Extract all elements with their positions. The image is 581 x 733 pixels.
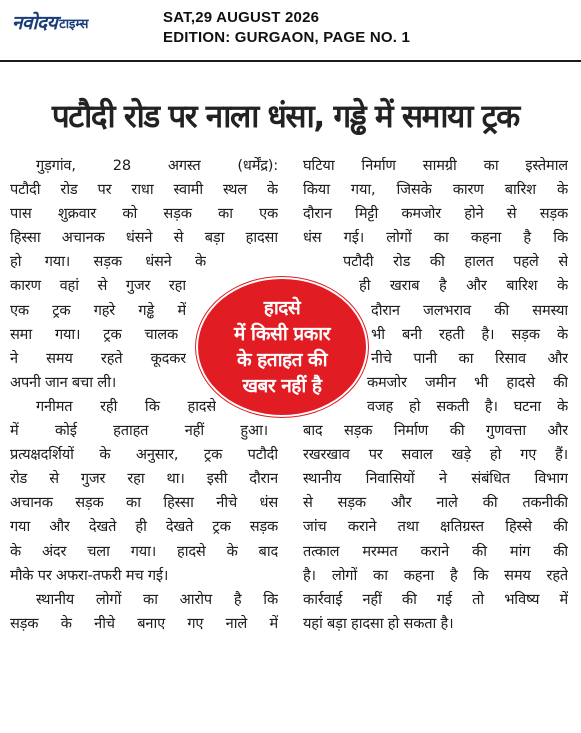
article-line: ही खराब है और बारिश के: [359, 277, 568, 295]
article-line: घटिया निर्माण सामग्री का इस्तेमाल: [303, 157, 568, 174]
masthead: [0, 0, 581, 62]
article-line: रखरखाव पर सवाल खड़े हो गए हैं।: [303, 446, 568, 464]
article-line: पटौदी रोड की हालत पहले से: [343, 253, 568, 271]
article-line: ने समय रहते कूदकर: [10, 349, 186, 367]
article-line: गुड़गांव, 28 अगस्त (धर्मेंद्र):: [36, 157, 278, 174]
callout-badge: [196, 277, 368, 417]
article-line: अचानक सड़क का हिस्सा नीचे धंस: [10, 494, 278, 512]
article-line: अपनी जान बचा ली।: [10, 373, 117, 391]
article-line: है। लोगों का कहना है कि समय रहते: [303, 566, 568, 584]
article-line: कार्रवाई नहीं की गई तो भविष्य में: [303, 590, 568, 608]
article-line: यहां बड़ा हादसा हो सकता है।: [303, 614, 454, 632]
edition-meta: [163, 8, 563, 48]
article-line: बाद सड़क निर्माण की गुणवत्ता और: [303, 422, 568, 440]
logo-sub-text: टाइम्स: [59, 17, 89, 32]
article-line: स्थानीय निवासियों ने संबंधित विभाग: [303, 470, 568, 488]
article-line: गनीमत रही कि हादसे: [36, 397, 216, 415]
article-line: जांच कराने तथा क्षतिग्रस्त हिस्से की: [303, 518, 568, 536]
article-line: समा गया। ट्रक चालक: [10, 325, 178, 343]
article-line: तत्काल मरम्मत कराने की मांग की: [303, 542, 568, 560]
callout-line: खबर नहीं है: [242, 375, 322, 397]
article-line: के अंदर चला गया। हादसे के बाद: [10, 542, 278, 560]
article-line: हो गया। सड़क धंसने के: [10, 253, 206, 271]
article-line: कमजोर जमीन भी हादसे की: [367, 373, 568, 391]
callout-line: हादसे: [263, 297, 301, 319]
article-line: हिस्सा अचानक धंसने से बड़ा हादसा: [10, 229, 278, 247]
article-line: सड़क के नीचे बनाए गए नाले में: [10, 614, 278, 632]
article-line: गया और देखते ही देखते ट्रक सड़क: [10, 518, 278, 536]
article-line: दौरान मिट्टी कमजोर होने से सड़क: [303, 205, 568, 223]
article-line: धंस गई। लोगों का कहना है कि: [303, 229, 568, 247]
article-line: में कोई हताहत नहीं हुआ।: [10, 422, 268, 440]
article-line: पटौदी रोड पर राधा स्वामी स्थल के: [10, 181, 278, 199]
article-line: किया गया, जिसके कारण बारिश के: [303, 181, 568, 199]
article-line: दौरान जलभराव की समस्या: [371, 301, 568, 319]
article-line: कारण वहां से गुजर रहा: [10, 277, 186, 295]
callout-line: के हताहत की: [236, 349, 328, 371]
logo-main-text: नवोदय: [12, 12, 58, 34]
article-line: मौके पर अफरा-तफरी मच गई।: [10, 566, 169, 584]
publication-date: SAT,29 AUGUST 2026: [163, 9, 320, 26]
article-line: रोड से गुजर रहा था। इसी दौरान: [10, 470, 278, 488]
article-line: प्रत्यक्षदर्शियों के अनुसार, ट्रक पटौदी: [10, 446, 278, 464]
article-line: स्थानीय लोगों का आरोप है कि: [36, 590, 278, 608]
callout-line: में किसी प्रकार: [234, 323, 330, 345]
article-line: से सड़क और नाले की तकनीकी: [303, 494, 568, 512]
article-line: भी बनी रहती है। सड़क के: [371, 325, 568, 343]
article-line: पास शुक्रवार को सड़क का एक: [10, 205, 278, 223]
article-line: वजह हो सकती है। घटना के: [367, 397, 568, 415]
edition-info: EDITION: GURGAON, PAGE NO. 1: [163, 29, 411, 46]
article-headline: पटौदी रोड पर नाला धंसा, गड्ढे में समाया ट्रक: [51, 97, 519, 135]
article-line: एक ट्रक गहरे गड्ढे में: [10, 301, 186, 319]
newspaper-logo: [12, 9, 144, 47]
article-line: नीचे पानी का रिसाव और: [371, 349, 568, 367]
